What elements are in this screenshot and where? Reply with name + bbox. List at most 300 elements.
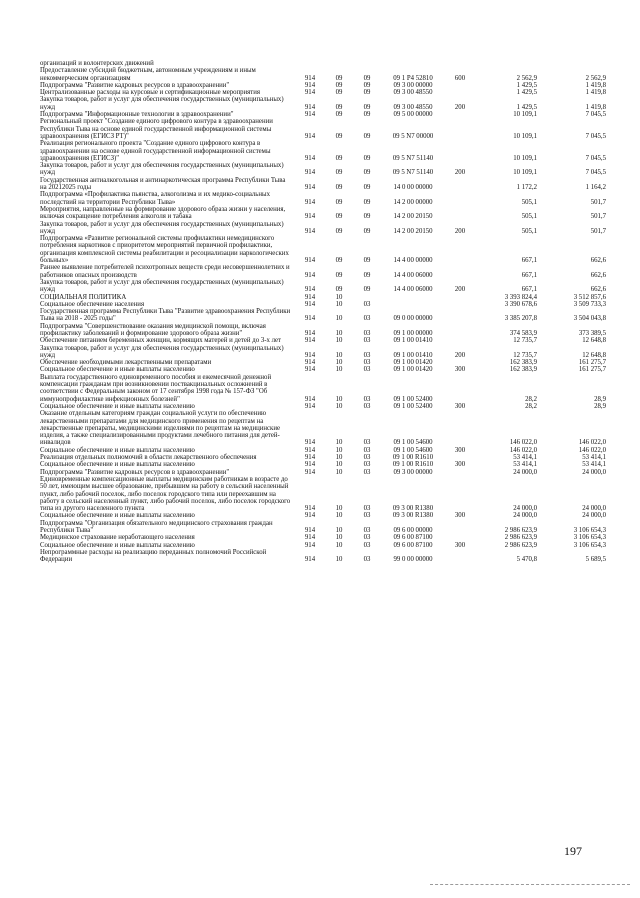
row-name: Обеспечение питанием беременных женщин, кормящих матерей и детей до 3-х лет — [40, 337, 281, 345]
row-expense-type — [445, 140, 475, 162]
row-expense-type: 200 — [454, 103, 466, 111]
row-amount-year-1: 1 172,2 — [516, 184, 537, 192]
row-subsection-code: 03 — [363, 359, 371, 367]
row-subsection-code: 03 — [363, 351, 371, 359]
row-amount-year-1: 667,1 — [521, 257, 537, 265]
row-amount-year-1: 505,1 — [521, 198, 537, 206]
row-amount-year-1: 10 109,1 — [513, 169, 537, 177]
row-section-code: 10 — [335, 446, 343, 454]
row-name: Подпрограмма "Информационные технологии в здравоохранении" — [40, 111, 234, 119]
row-amount-year-1: 1 429,5 — [516, 81, 537, 89]
row-target-article: 09 3 00 R1380 — [392, 505, 434, 513]
row-section-code: 09 — [335, 213, 343, 221]
row-expense-type: 600 — [454, 74, 466, 82]
row-amount-year-1: 12 735,7 — [513, 337, 537, 345]
row-subsection-code: 09 — [363, 286, 371, 294]
row-subsection-code: 03 — [363, 454, 371, 462]
row-ved-code: 914 — [304, 454, 316, 462]
row-amount-year-2: 3 509 733,3 — [573, 300, 606, 308]
row-expense-type — [445, 520, 475, 535]
row-subsection-code — [353, 294, 381, 301]
row-amount-year-1: 24 000,0 — [513, 505, 537, 513]
table-row — [40, 162, 606, 177]
row-target-article: 09 1 00 R1610 — [392, 461, 434, 469]
table-row — [40, 308, 606, 323]
row-ved-code: 914 — [304, 286, 316, 294]
row-subsection-code: 03 — [363, 468, 371, 476]
row-amount-year-1: 667,1 — [521, 271, 537, 279]
row-subsection-code: 03 — [363, 402, 371, 410]
row-target-article: 14 2 00 20150 — [393, 227, 433, 235]
row-expense-type — [445, 118, 475, 140]
row-subsection-code: 03 — [363, 366, 371, 374]
row-name: Реализация регионального проекта "Создание единого цифрового контура в здравоохранении на основе единой государственной информационной системы здравоохранения (ЕГИСЗ)" — [40, 140, 271, 162]
row-target-article: 09 1 00 01410 — [393, 337, 433, 345]
row-name: Социальное обеспечение и иные выплаты населению — [40, 446, 195, 454]
row-expense-type — [445, 111, 475, 118]
row-name: Непрограммные расходы на реализацию переданных полномочий Российской Федерации — [40, 548, 267, 564]
row-amount-year-1: 3 390 678,6 — [504, 300, 537, 308]
row-amount-year-2: 662,6 — [590, 286, 606, 294]
row-name: Социальное обеспечение и иные выплаты населению — [40, 512, 195, 520]
row-amount-year-2: 28,9 — [594, 395, 606, 403]
row-target-article — [381, 60, 445, 67]
row-amount-year-1: 28,2 — [525, 402, 537, 410]
row-section-code: 10 — [335, 351, 343, 359]
row-amount-year-1: 2 986 623,9 — [504, 527, 537, 534]
row-ved-code: 914 — [304, 395, 316, 403]
table-row — [40, 67, 606, 82]
row-target-article: 14 2 00 00000 — [393, 198, 433, 206]
row-name: Медицинское страхование неработающего населения — [40, 534, 195, 542]
table-row — [40, 279, 606, 294]
row-amount-year-2: 662,6 — [590, 271, 606, 279]
table-row — [40, 177, 606, 192]
row-section-code: 10 — [335, 402, 343, 410]
row-target-article: 09 1 00 00000 — [393, 329, 433, 337]
row-target-article: 09 5 N7 51140 — [392, 154, 434, 162]
row-target-article: 09 6 00 87100 — [393, 541, 433, 549]
row-subsection-code: 03 — [363, 395, 371, 403]
row-target-article: 09 1 00 54600 — [393, 439, 433, 447]
row-expense-type — [445, 206, 475, 221]
row-amount-year-2: 501,7 — [590, 198, 606, 206]
row-expense-type: 300 — [454, 461, 466, 469]
row-expense-type — [445, 235, 475, 264]
row-ved-code: 914 — [304, 329, 316, 337]
row-amount-year-1: 24 000,0 — [513, 468, 537, 476]
row-target-article: 14 4 00 06000 — [393, 286, 433, 294]
row-ved-code: 914 — [304, 512, 316, 520]
table-row — [40, 476, 606, 512]
table-row — [40, 374, 606, 403]
table-row — [40, 89, 606, 96]
row-name: Реализация отдельных полномочий в области лекарственного обеспечения — [40, 454, 257, 462]
row-target-article: 09 3 00 R1380 — [392, 512, 434, 520]
row-name: Подпрограмма "Организация обязательного медицинского страхования граждан Республики Тыва" — [40, 519, 273, 534]
row-section-code: 09 — [335, 286, 343, 294]
table-row — [40, 96, 606, 111]
row-section-code: 09 — [335, 103, 343, 111]
row-expense-type — [445, 301, 475, 308]
row-expense-type — [445, 308, 475, 323]
row-ved-code: 914 — [304, 359, 316, 367]
row-ved-code: 914 — [304, 315, 316, 323]
row-ved-code: 914 — [304, 351, 316, 359]
row-target-article: 14 4 00 00000 — [393, 257, 433, 265]
row-subsection-code: 09 — [363, 213, 371, 221]
row-ved-code: 914 — [304, 468, 316, 476]
row-ved-code: 914 — [304, 366, 316, 374]
row-subsection-code: 03 — [363, 534, 371, 542]
row-amount-year-2: 28,9 — [594, 402, 606, 410]
row-target-article: 09 1 00 01410 — [393, 351, 433, 359]
row-subsection-code: 03 — [363, 329, 371, 337]
scan-edge-line — [430, 884, 630, 885]
row-section-code: 10 — [335, 366, 343, 374]
row-amount-year-2: 3 512 857,6 — [573, 293, 606, 301]
row-amount-year-2: 53 414,1 — [582, 461, 606, 469]
table-row — [40, 366, 606, 373]
row-ved-code: 914 — [304, 213, 316, 221]
row-ved-code: 914 — [304, 439, 316, 447]
row-expense-type — [445, 191, 475, 206]
row-section-code: 10 — [335, 527, 343, 534]
row-section-code: 09 — [335, 132, 343, 140]
row-ved-code: 914 — [304, 74, 316, 82]
table-row — [40, 191, 606, 206]
row-expense-type: 200 — [454, 286, 466, 294]
row-amount-year-1: 146 022,0 — [509, 446, 537, 454]
row-amount-year-1: 146 022,0 — [509, 439, 537, 447]
row-amount-year-2: 7 045,5 — [585, 154, 606, 162]
row-section-code: 10 — [335, 329, 343, 337]
table-row — [40, 410, 606, 446]
row-name: Закупка товаров, работ и услуг для обеспечения государственных (муниципальных) нужд — [40, 96, 284, 111]
row-expense-type — [445, 469, 475, 476]
row-ved-code: 914 — [304, 154, 316, 162]
row-name: Государственная антиалкогольная и антинаркотическая программа Республики Тыва на 20212025 годы — [40, 176, 286, 192]
row-expense-type: 300 — [454, 402, 466, 410]
row-name: Закупка товаров, работ и услуг для обеспечения государственных (муниципальных) нужд — [40, 220, 284, 235]
row-target-article: 09 0 00 00000 — [393, 315, 433, 323]
row-name: организаций и волонтерских движений — [40, 60, 154, 67]
row-section-code: 09 — [335, 154, 343, 162]
row-target-article: 09 1 00 52400 — [393, 402, 433, 410]
row-subsection-code: 03 — [363, 556, 371, 564]
row-ved-code: 914 — [304, 111, 316, 119]
row-expense-type — [445, 294, 475, 301]
row-subsection-code — [353, 60, 381, 67]
row-amount-year-2: 1 419,8 — [585, 103, 606, 111]
row-amount-year-2: 7 045,5 — [585, 169, 606, 177]
row-section-code: 10 — [335, 359, 343, 367]
table-row — [40, 447, 606, 454]
row-subsection-code: 03 — [363, 541, 371, 549]
row-ved-code: 914 — [304, 505, 316, 513]
row-expense-type: 300 — [454, 446, 466, 454]
row-amount-year-1: 162 383,9 — [509, 366, 537, 374]
table-row — [40, 294, 606, 301]
row-section-code: 09 — [335, 74, 343, 82]
row-ved-code: 914 — [304, 103, 316, 111]
row-section-code: 10 — [335, 454, 343, 462]
row-ved-code: 914 — [304, 541, 316, 549]
row-ved-code: 914 — [304, 132, 316, 140]
row-ved-code: 914 — [304, 81, 316, 89]
row-amount-year-2: 161 275,7 — [578, 366, 606, 374]
row-amount-year-1: 2 986 623,9 — [504, 541, 537, 549]
budget-table — [40, 60, 606, 563]
table-row — [40, 337, 606, 344]
row-section-code: 10 — [335, 512, 343, 520]
row-target-article — [381, 301, 445, 308]
row-section-code: 09 — [335, 89, 343, 97]
row-subsection-code: 09 — [363, 271, 371, 279]
row-name: СОЦИАЛЬНАЯ ПОЛИТИКА — [40, 293, 127, 301]
table-row — [40, 345, 606, 360]
row-target-article: 09 5 N7 51140 — [392, 169, 434, 177]
row-amount-year-2: 501,7 — [590, 213, 606, 221]
row-subsection-code: 09 — [363, 111, 371, 119]
row-expense-type: 200 — [454, 351, 466, 359]
row-ved-code: 914 — [304, 556, 316, 564]
row-subsection-code: 09 — [363, 198, 371, 206]
row-amount-year-2: 146 022,0 — [578, 446, 606, 454]
row-subsection-code: 03 — [363, 337, 371, 345]
table-row — [40, 403, 606, 410]
row-section-code: 10 — [335, 337, 343, 345]
table-row — [40, 82, 606, 89]
row-expense-type: 300 — [454, 512, 466, 520]
row-section-code: 10 — [335, 534, 343, 542]
row-section-code: 10 — [335, 439, 343, 447]
row-expense-type — [445, 549, 475, 564]
table-row — [40, 549, 606, 564]
row-amount-year-1: 1 429,5 — [516, 89, 537, 97]
row-target-article: 14 2 00 20150 — [393, 213, 433, 221]
row-target-article: 09 1 00 01420 — [393, 359, 433, 367]
row-section-code: 09 — [335, 184, 343, 192]
row-expense-type — [445, 534, 475, 541]
row-amount-year-1: 12 735,7 — [513, 351, 537, 359]
table-row — [40, 534, 606, 541]
row-amount-year-1: 5 470,8 — [516, 556, 537, 564]
row-amount-year-1: 162 383,9 — [509, 359, 537, 367]
row-amount-year-2: 3 106 654,3 — [573, 541, 606, 549]
row-target-article: 09 3 00 00000 — [393, 468, 433, 476]
row-name: Оказание отдельным категориям граждан социальной услуги по обеспечению лекарственными препаратами для медицинского применения по рецептам на лекарственные препараты, медицинскими изделиями по рецептам на медицинские изделия, а также специализированными продуктами лечебного питания для детей-инвалидов — [40, 410, 281, 447]
row-expense-type — [445, 323, 475, 338]
row-ved-code: 914 — [304, 337, 316, 345]
row-ved-code: 914 — [304, 446, 316, 454]
row-amount-year-2: 24 000,0 — [582, 505, 606, 513]
row-subsection-code: 09 — [363, 154, 371, 162]
row-amount-year-1 — [475, 60, 537, 67]
row-amount-year-1: 3 393 824,4 — [504, 293, 537, 301]
row-expense-type — [445, 89, 475, 96]
row-subsection-code: 09 — [363, 257, 371, 265]
row-amount-year-1: 53 414,1 — [513, 461, 537, 469]
row-subsection-code: 03 — [363, 446, 371, 454]
row-name: Подпрограмма «Профилактика пьянства, алкоголизма и их медико-социальных последствий на территории Республики Тыва» — [40, 191, 271, 206]
row-expense-type — [445, 82, 475, 89]
row-subsection-code: 03 — [363, 527, 371, 534]
row-amount-year-2: 12 648,8 — [582, 337, 606, 345]
row-expense-type — [445, 359, 475, 366]
row-subsection-code: 09 — [363, 81, 371, 89]
row-amount-year-1: 2 986 623,9 — [504, 534, 537, 542]
row-target-article: 09 1 00 52400 — [393, 395, 433, 403]
table-row — [40, 206, 606, 221]
row-amount-year-1: 24 000,0 — [513, 512, 537, 520]
row-section-code: 10 — [335, 541, 343, 549]
row-section-code: 10 — [335, 468, 343, 476]
table-row — [40, 512, 606, 519]
row-name: Подпрограмма "Совершенствование оказания медицинской помощи, включая профилактику заболеваний и формирование здорового образа жизни" — [40, 322, 266, 337]
row-amount-year-1: 2 562,9 — [516, 74, 537, 82]
row-target-article: 99 0 00 00000 — [393, 556, 433, 564]
row-section-code: 10 — [335, 556, 343, 564]
row-amount-year-1: 3 385 207,8 — [504, 315, 537, 323]
row-amount-year-2 — [537, 60, 606, 67]
row-section-code: 09 — [335, 169, 343, 177]
row-target-article: 09 1 Р4 52810 — [393, 74, 433, 82]
row-target-article — [381, 294, 445, 301]
row-section-code — [325, 60, 353, 67]
row-ved-code: 914 — [304, 89, 316, 97]
row-amount-year-1: 374 583,9 — [509, 329, 537, 337]
row-target-article: 09 6 00 87100 — [393, 534, 433, 542]
table-row — [40, 140, 606, 162]
row-amount-year-2: 662,6 — [590, 257, 606, 265]
row-target-article: 09 3 00 00000 — [393, 81, 433, 89]
row-subsection-code: 03 — [363, 505, 371, 513]
row-name: Предоставление субсидий бюджетным, автономным учреждениям и иным некоммерческим организациям — [40, 67, 256, 82]
row-name: Подпрограмма «Развитие региональной системы профилактики немедицинского потребления наркотиков с приоритетом мероприятий первичной профилактики, организация комплексной системы реабилитации и ресоциализации наркологических больных» — [40, 235, 289, 265]
row-subsection-code: 09 — [363, 227, 371, 235]
row-amount-year-2: 2 562,9 — [585, 74, 606, 82]
row-ved-code: 914 — [304, 527, 316, 534]
row-subsection-code: 09 — [363, 89, 371, 97]
row-amount-year-2: 12 648,8 — [582, 351, 606, 359]
row-name: Обеспечение необходимыми лекарственными препаратами — [40, 359, 212, 367]
row-amount-year-1: 28,2 — [525, 395, 537, 403]
row-subsection-code: 03 — [363, 461, 371, 469]
row-section-code: 09 — [335, 81, 343, 89]
row-expense-type — [445, 177, 475, 192]
row-section-code: 10 — [335, 395, 343, 403]
row-target-article: 09 5 00 00000 — [393, 111, 433, 119]
row-amount-year-1: 505,1 — [521, 213, 537, 221]
row-target-article: 09 6 00 00000 — [393, 527, 433, 534]
row-target-article: 09 1 00 01420 — [393, 366, 433, 374]
table-row — [40, 118, 606, 140]
row-name: Социальное обеспечение населения — [40, 300, 145, 308]
row-section-code: 09 — [335, 271, 343, 279]
table-row — [40, 323, 606, 338]
page-number: 197 — [564, 844, 582, 858]
row-subsection-code: 09 — [363, 132, 371, 140]
row-name: Социальное обеспечение и иные выплаты населению — [40, 402, 195, 410]
row-amount-year-2: 501,7 — [590, 227, 606, 235]
table-row — [40, 111, 606, 118]
row-section-code: 10 — [335, 300, 343, 308]
row-expense-type — [445, 410, 475, 446]
row-expense-type: 200 — [454, 227, 466, 235]
row-amount-year-2: 146 022,0 — [578, 439, 606, 447]
row-amount-year-2: 5 689,5 — [585, 556, 606, 564]
row-amount-year-2: 1 164,2 — [585, 184, 606, 192]
row-ved-code — [295, 60, 325, 67]
row-amount-year-2: 1 419,8 — [585, 89, 606, 97]
row-expense-type — [445, 476, 475, 512]
row-name: Закупка товаров, работ и услуг для обеспечения государственных (муниципальных) нужд — [40, 162, 284, 177]
row-name: Выплата государственного единовременного пособия и ежемесячной денежной компенсации гражданам при возникновении поствакцинальных осложнений в соответствии с Федеральным законом от 17 сентября 1998 года № 157-ФЗ "Об иммунопрофилактике инфекционных болезней" — [40, 373, 272, 403]
row-name: Раннее выявление потребителей психотропных веществ среди несовершеннолетних и работников опасных производств — [40, 264, 290, 279]
row-name: Мероприятия, направленные на формирование здорового образа жизни у населения, включая сокращение потребления алкоголя и табака — [40, 205, 286, 221]
row-name: Закупка товаров, работ и услуг для обеспечения государственных (муниципальных) нужд — [40, 344, 284, 359]
row-amount-year-2: 53 414,1 — [582, 454, 606, 462]
row-amount-year-2: 7 045,5 — [585, 132, 606, 140]
row-subsection-code: 03 — [363, 512, 371, 520]
table-row — [40, 301, 606, 308]
row-target-article: 14 0 00 00000 — [393, 184, 433, 192]
table-row — [40, 60, 606, 67]
row-section-code: 10 — [335, 505, 343, 513]
row-amount-year-2: 3 504 043,8 — [573, 315, 606, 323]
row-amount-year-1: 667,1 — [521, 286, 537, 294]
row-amount-year-2: 1 419,8 — [585, 81, 606, 89]
row-amount-year-1: 10 109,1 — [513, 154, 537, 162]
row-subsection-code: 03 — [363, 315, 371, 323]
row-ved-code: 914 — [304, 227, 316, 235]
row-amount-year-1: 10 109,1 — [513, 132, 537, 140]
row-target-article: 09 5 N7 00000 — [392, 132, 434, 140]
row-expense-type — [445, 454, 475, 461]
row-ved-code: 914 — [304, 402, 316, 410]
row-amount-year-2: 3 106 654,3 — [573, 527, 606, 534]
table-row — [40, 469, 606, 476]
row-section-code: 09 — [335, 198, 343, 206]
row-expense-type: 200 — [454, 169, 466, 177]
row-section-code: 10 — [335, 315, 343, 323]
row-subsection-code: 09 — [363, 184, 371, 192]
row-name: Единовременные компенсационные выплаты медицинским работникам в возрасте до 50 лет, имеющим высшее образование, прибывшим на работу в сельский населенный пункт, либо рабочий поселок, либо поселок городского типа или переехавшим на работу в сельский населенный пункт, либо рабочий поселок, либо поселок городского типа из другого населенного пункта — [40, 475, 291, 513]
row-subsection-code: 09 — [363, 74, 371, 82]
row-ved-code: 914 — [304, 293, 316, 301]
row-target-article: 09 3 00 48550 — [393, 89, 433, 97]
row-subsection-code: 03 — [363, 300, 371, 308]
row-ved-code: 914 — [304, 461, 316, 469]
row-subsection-code: 09 — [363, 103, 371, 111]
row-expense-type — [445, 264, 475, 279]
row-amount-year-2: 161 275,7 — [578, 359, 606, 367]
row-target-article: 09 1 00 54600 — [393, 446, 433, 454]
row-expense-type: 300 — [454, 366, 466, 374]
row-amount-year-1: 505,1 — [521, 227, 537, 235]
row-ved-code: 914 — [304, 198, 316, 206]
table-row — [40, 454, 606, 461]
row-amount-year-2: 7 045,5 — [585, 111, 606, 119]
row-ved-code: 914 — [304, 271, 316, 279]
row-amount-year-1: 53 414,1 — [513, 454, 537, 462]
row-ved-code: 914 — [304, 257, 316, 265]
row-section-code: 10 — [335, 461, 343, 469]
row-target-article: 09 3 00 48550 — [393, 103, 433, 111]
row-ved-code: 914 — [304, 184, 316, 192]
row-name: Государственная программа Республики Тыва "Развитие здравоохранения Республики Тыва на 2018 - 2025 годы" — [40, 308, 291, 323]
